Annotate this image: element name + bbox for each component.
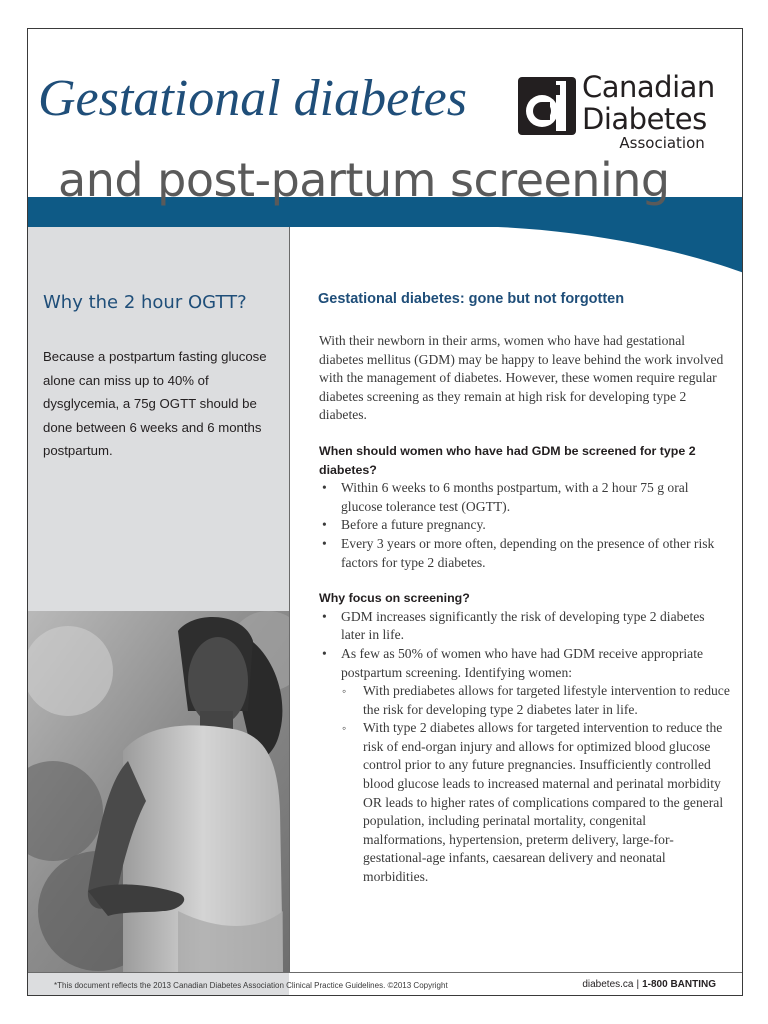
intro-paragraph: With their newborn in their arms, women who have had gestational diabetes mellitus (GDM) may be happy to leave behind the work involved with the management of diabetes. However, these women require regular diabetes screening as they remain at high risk for developing type 2 diabetes.	[319, 333, 724, 423]
list-item-text: As few as 50% of women who have had GDM receive appropriate postpartum screening. Identifying women:	[341, 645, 703, 680]
sub-list-item: ◦ With type 2 diabetes allows for targeted intervention to reduce the risk of end-organ injury and allows for optimized blood glucose control prior to any future pregnancies. Insufficiently controlled blood glucose leads to increased maternal and perinatal morbidity OR leads to higher rates of complications compared to the general population, including perinatal mortality, congenital malformations, hypertension, preterm delivery, large-for-gestational-age infants, caesarean delivery and neonatal morbidities.	[341, 719, 731, 886]
list-item: • Every 3 years or more often, depending on the presence of other risk factors for type 2 diabetes.	[319, 535, 731, 572]
sidebar-heading: Why the 2 hour OGTT?	[43, 292, 247, 313]
footer-contact	[582, 979, 716, 990]
cd-logo-icon	[516, 75, 578, 137]
main-heading: Gestational diabetes: gone but not forgotten	[318, 291, 625, 307]
when-list	[319, 479, 731, 572]
main-content	[319, 332, 731, 904]
page-title: Gestational diabetes	[38, 70, 467, 127]
question-heading-when: When should women who have had GDM be screened for type 2 diabetes?	[319, 443, 696, 477]
cda-logo	[516, 69, 736, 159]
list-item	[319, 645, 731, 887]
list-item: • GDM increases significantly the risk of developing type 2 diabetes later in life.	[319, 608, 731, 645]
why-list	[319, 608, 731, 887]
sidebar-text: Because a postpartum fasting glucose alone can miss up to 40% of dysglycemia, a 75g OGTT should be done between 6 weeks and 6 months postpartum.	[43, 349, 267, 458]
question-heading-why: Why focus on screening?	[319, 591, 470, 606]
pregnant-woman-photo	[28, 611, 289, 972]
logo-line-association: Association	[619, 134, 705, 152]
logo-line-diabetes: Diabetes	[582, 102, 707, 136]
list-item: • Within 6 weeks to 6 months postpartum, with a 2 hour 75 g oral glucose tolerance test (OGTT).	[319, 479, 731, 516]
page	[27, 28, 743, 996]
identifying-women-sublist	[341, 682, 731, 887]
website-link[interactable]: diabetes.ca	[582, 979, 634, 990]
footer-rule	[28, 972, 743, 973]
sub-list-item: ◦ With prediabetes allows for targeted lifestyle intervention to reduce the risk for developing type 2 diabetes later in life.	[341, 682, 731, 719]
logo-text	[582, 71, 715, 151]
page-subtitle: and post-partum screening	[58, 153, 670, 207]
column-divider	[289, 227, 290, 972]
footer-note: *This document reflects the 2013 Canadian Diabetes Association Clinical Practice Guidelines. ©2013 Copyright	[54, 981, 448, 990]
phone-number: 1-800 BANTING	[642, 979, 716, 990]
footer-separator: |	[636, 979, 640, 990]
logo-line-canadian: Canadian	[582, 70, 715, 104]
list-item: • Before a future pregnancy.	[319, 516, 731, 535]
